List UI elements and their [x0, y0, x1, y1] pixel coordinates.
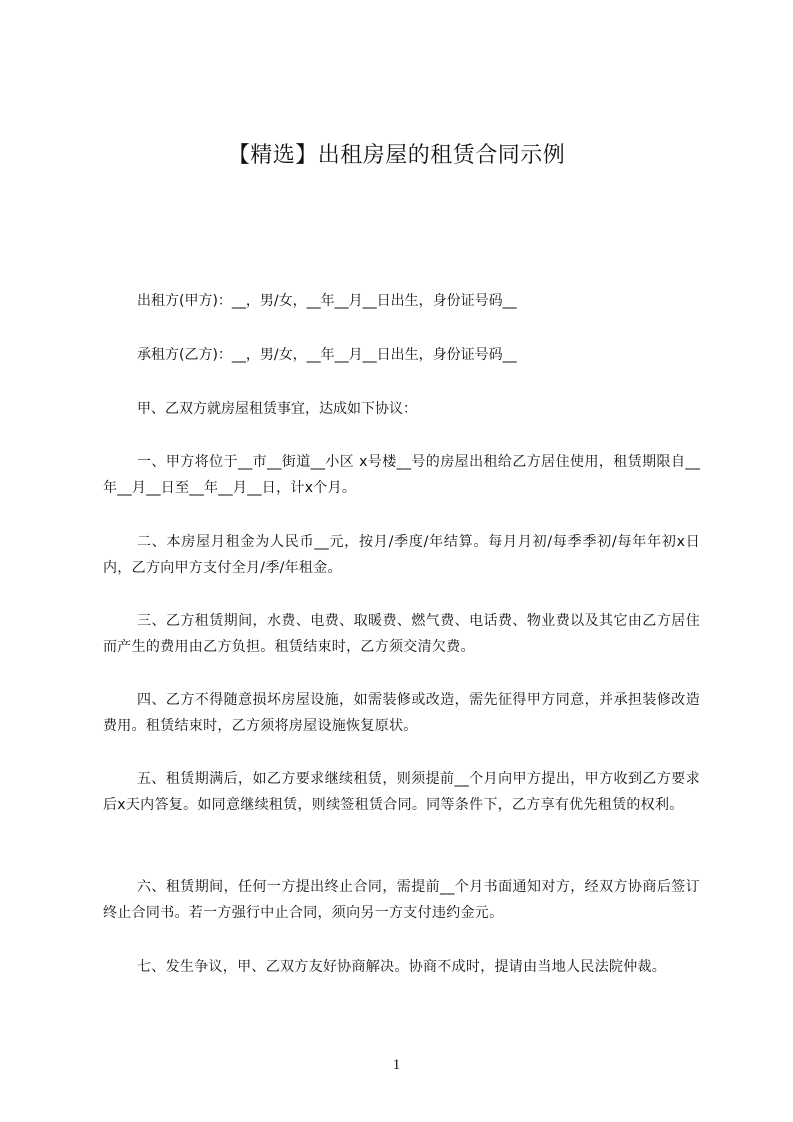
agreement-intro: 甲、乙双方就房屋租赁事宜，达成如下协议：: [137, 401, 417, 417]
clause-7: 七、发生争议，甲、乙双方友好协商解决。协商不成时，提请由当地人民法院仲裁。: [137, 959, 667, 975]
document-title: 【精选】出租房屋的租赁合同示例: [227, 143, 566, 168]
clause-3: 三、乙方租赁期间，水费、电费、取暖费、燃气费、电话费、物业费以及其它由乙方居住而产生的费用由乙方负担。租赁结束时，乙方须交清欠费。: [103, 613, 700, 655]
clause-5: 五、租赁期满后，如乙方要求继续租赁，则须提前__个月向甲方提出，甲方收到乙方要求后x天内答复。如同意继续租赁，则续签租赁合同。同等条件下，乙方享有优先租赁的权利。: [103, 771, 700, 813]
lessee-line: 承租方(乙方)：__，男/女，__年__月__日出生，身份证号码__: [137, 347, 517, 363]
clause-4: 四、乙方不得随意损坏房屋设施，如需装修或改造，需先征得甲方同意，并承担装修改造费用。租赁结束时，乙方须将房屋设施恢复原状。: [103, 692, 700, 734]
lessor-line: 出租方(甲方)：__，男/女，__年__月__日出生，身份证号码__: [137, 293, 517, 309]
clause-1: 一、甲方将位于__市__街道__小区 x号楼__号的房屋出租给乙方居住使用，租赁期限自__年__月__日至__年__月__日，计x个月。: [103, 454, 700, 496]
clause-6: 六、租赁期间，任何一方提出终止合同，需提前__个月书面通知对方，经双方协商后签订终止合同书。若一方强行中止合同，须向另一方支付违约金元。: [103, 879, 700, 921]
page-number: 1: [392, 1057, 401, 1073]
clause-2: 二、本房屋月租金为人民币__元，按月/季度/年结算。每月月初/每季季初/每年年初x日内，乙方向甲方支付全月/季/年租金。: [103, 534, 700, 576]
